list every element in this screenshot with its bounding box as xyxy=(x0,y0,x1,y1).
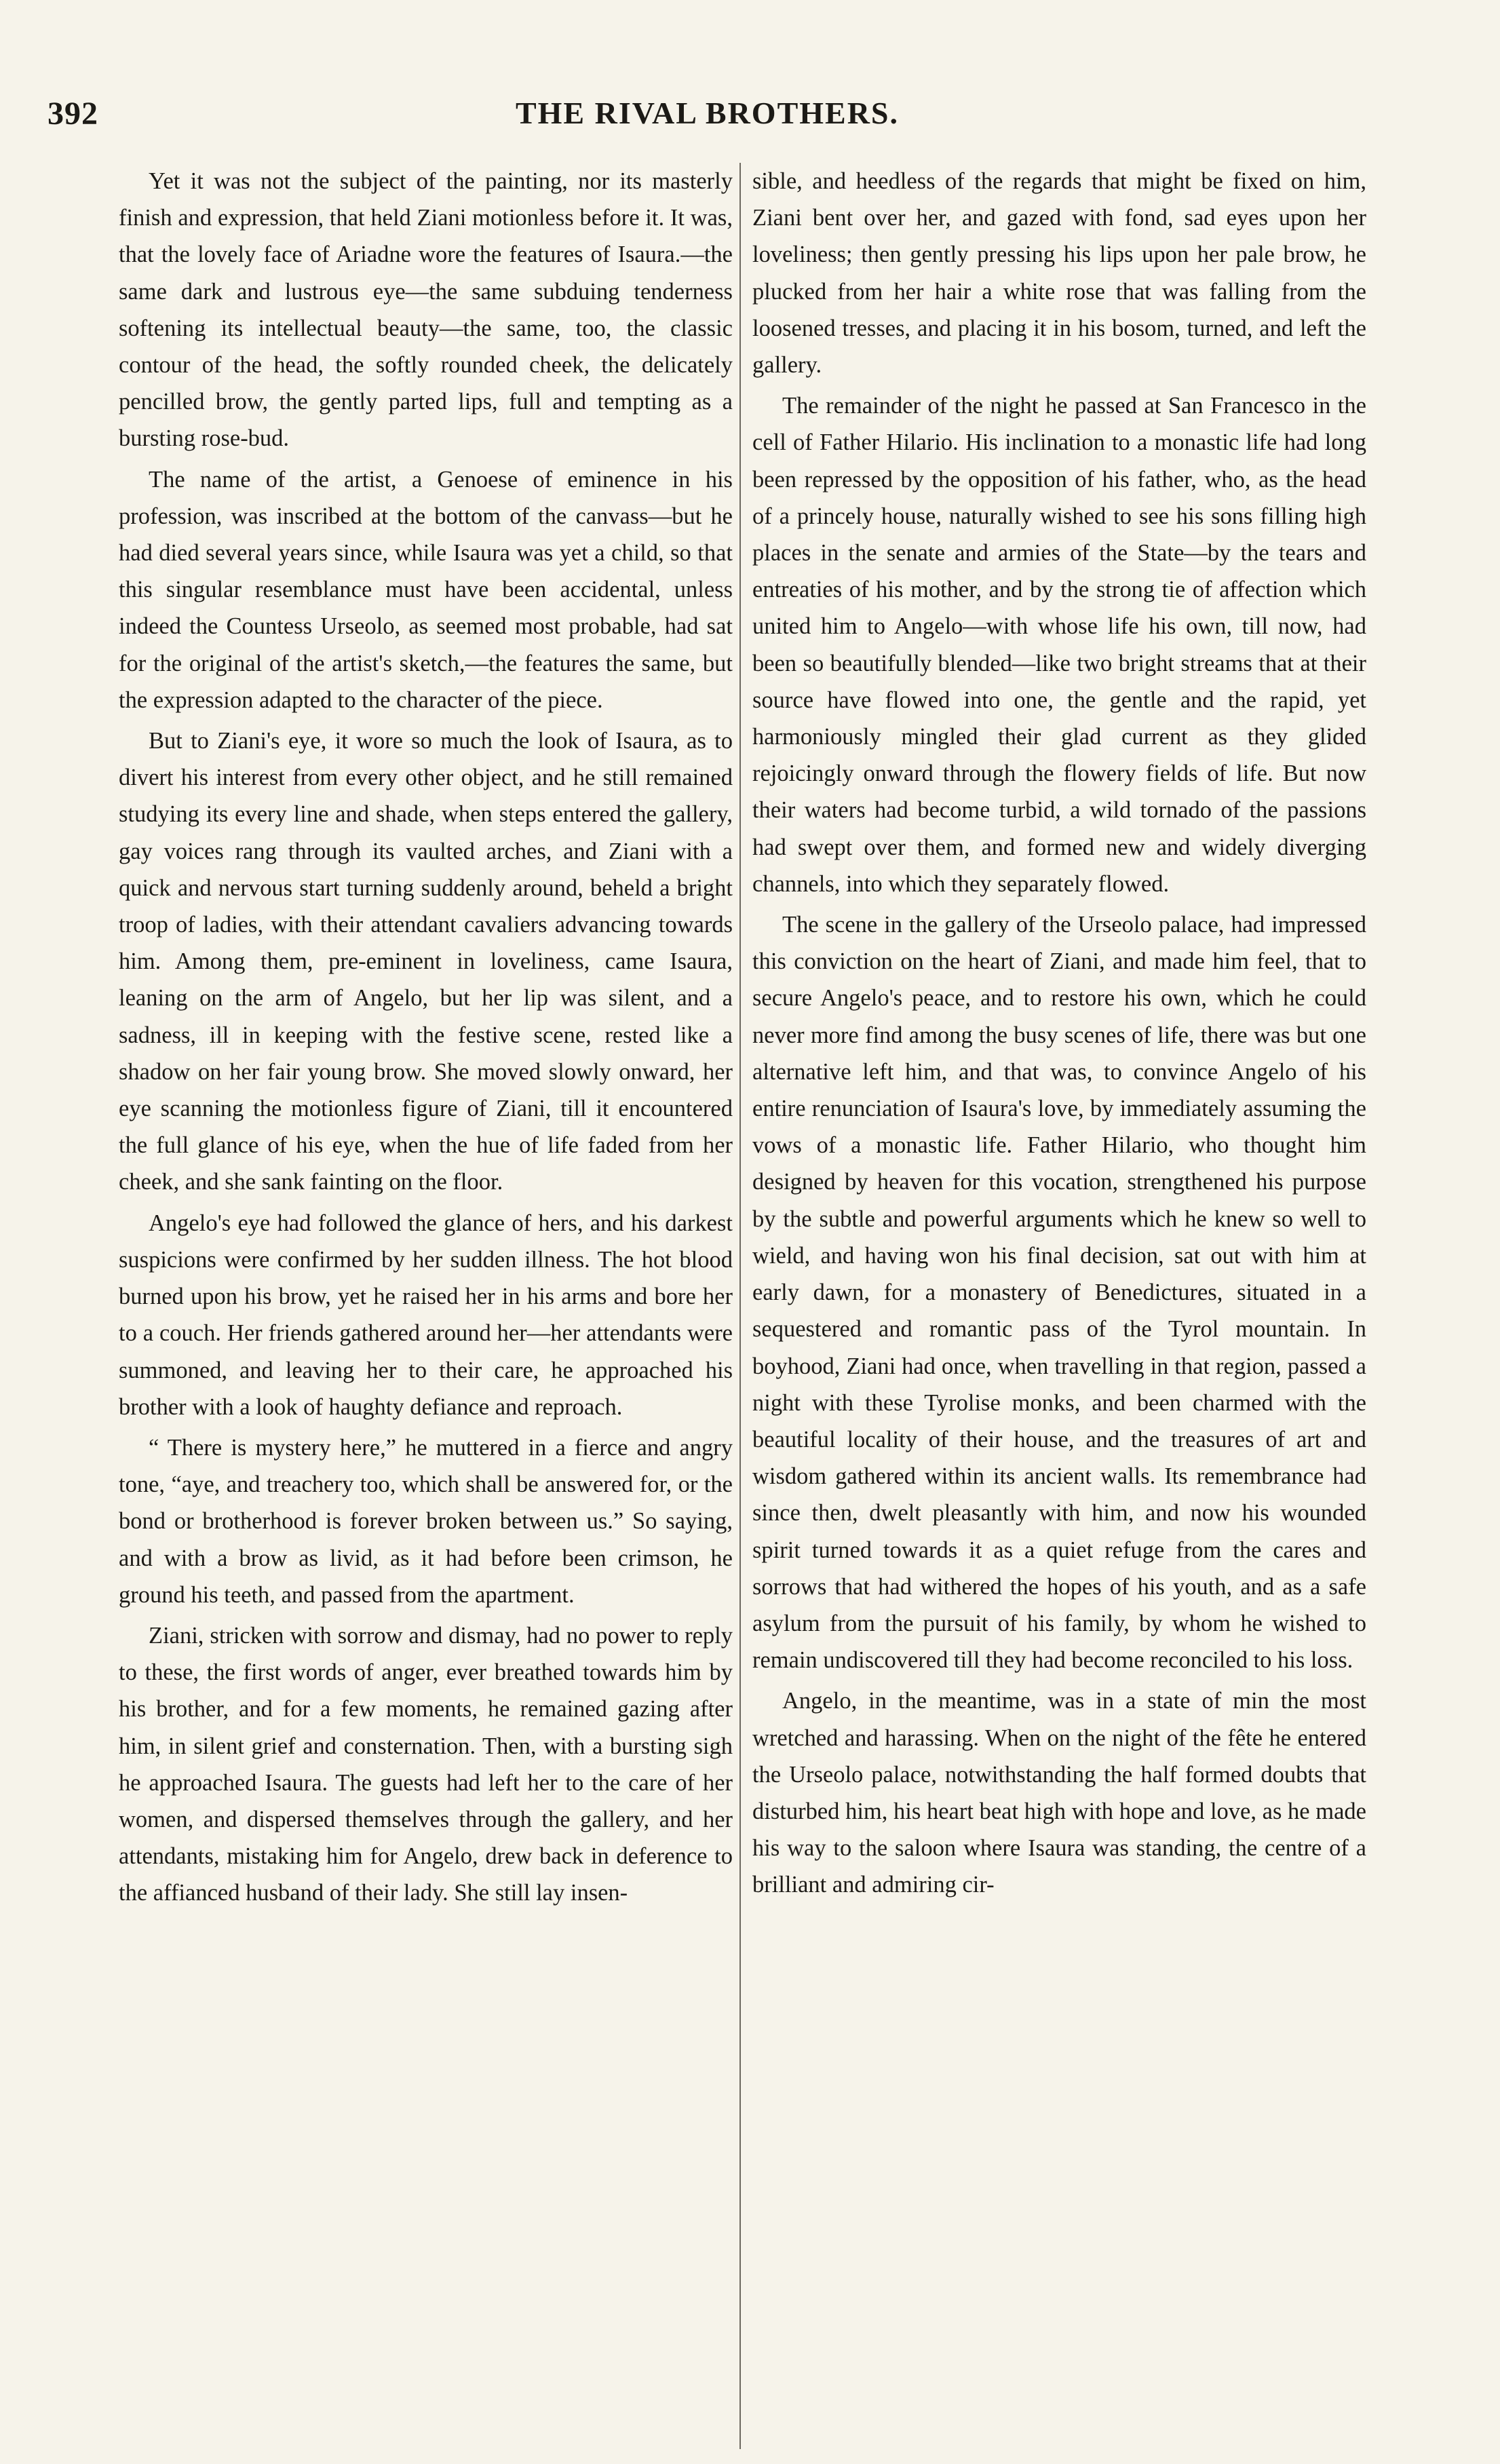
paragraph: The name of the artist, a Genoese of eminence in his profession, was inscribed at the bottom of the canvass—but he had died several years since, while Isaura was yet a child, so that this singular resemblance must have been accidental, unless indeed the Countess Urseolo, as seemed most probable, had sat for the original of the artist's sketch,—the features the same, but the expression adapted to the character of the piece. xyxy=(119,466,733,713)
paragraph: The scene in the gallery of the Urseolo palace, had impressed this conviction on the heart of Ziani, and made him feel, that to secure Angelo's peace, and to restore his own, which he could never more find among the busy scenes of life, there was but one alternative left him, and that was, to convince Angelo of his entire renunciation of Isaura's love, by immediately assuming the vows of a monastic life. Father Hilario, who thought him designed by heaven for this vocation, strengthened his purpose by the subtle and powerful arguments which he knew so well to wield, and having won his final decision, sat out with him at early dawn, for a monastery of Benedictures, situated in a sequestered and romantic pass of the Tyrol mountain. In boyhood, Ziani had once, when travelling in that region, passed a night with these Tyrolise monks, and been charmed with the beautiful locality of their house, and the treasures of art and wisdom gathered within its ancient walls. Its remembrance had since then, dwelt pleasantly with him, and now his wounded spirit turned towards it as a quiet refuge from the cares and sorrows that had withered the hopes of his youth, and as a safe asylum from the pursuit of his family, by whom he wished to remain undiscovered till they had become reconciled to his loss. xyxy=(752,912,1366,1674)
paragraph: Angelo's eye had followed the glance of hers, and his darkest suspicions were confirmed by her sudden illness. The hot blood burned upon his brow, yet he raised her in his arms and bore her to a couch. Her friends gathered around her—her attendants were summoned, and leaving her to their care, he approached his brother with a look of haughty defiance and reproach. xyxy=(119,1210,733,1420)
column-divider xyxy=(739,163,741,2449)
paragraph: Yet it was not the subject of the painting, nor its masterly finish and expression, that held Ziani motionless before it. It was, that the lovely face of Ariadne wore the features of Isaura.—the same dark and lustrous eye—the same subduing tenderness softening its intellectual beauty—the same, too, the classic contour of the head, the softly rounded cheek, the delicately pencilled brow, the gently parted lips, full and tempting as a bursting rose-bud. xyxy=(119,168,733,452)
left-column xyxy=(119,163,733,1912)
paragraph: “ There is mystery here,” he muttered in a fierce and angry tone, “aye, and treachery too, which shall be answered for, or the bond or brotherhood is forever broken between us.” So saying, and with a brow as livid, as it had before been crimson, he ground his teeth, and passed from the apartment. xyxy=(119,1434,733,1608)
right-column xyxy=(752,163,1366,1904)
paragraph: The remainder of the night he passed at San Francesco in the cell of Father Hilario. His inclination to a monastic life had long been repressed by the opposition of his father, who, as the head of a princely house, naturally wished to see his sons filling high places in the senate and armies of the State—by the tears and entreaties of his mother, and by the strong tie of affection which united him to Angelo—with whose life his own, till now, had been so beautifully blended—like two bright streams that at their source have flowed into one, the gentle and the rapid, yet harmoniously mingled their glad current as they glided rejoicingly onward through the flowery fields of life. But now their waters had become turbid, a wild tornado of the passions had swept over them, and formed new and widely diverging channels, into which they separately flowed. xyxy=(752,393,1366,897)
page-header xyxy=(47,95,1367,142)
paragraph-continuation: sible, and heedless of the regards that might be fixed on him, Ziani bent over her, and gazed with fond, sad eyes upon her loveliness; then gently pressing his lips upon her pale brow, he plucked from her hair a white rose that was falling from the loosened tresses, and placing it in his bosom, turned, and left the gallery. xyxy=(752,168,1366,379)
paragraph: Ziani, stricken with sorrow and dismay, had no power to reply to these, the first words of anger, ever breathed towards him by his brother, and for a few moments, he remained gazing after him, in silent grief and consternation. Then, with a bursting sigh he approached Isaura. The guests had left her to the care of her women, and dispersed themselves through the gallery, and her attendants, mistaking him for Angelo, drew back in deference to the affianced husband of their lady. She still lay insen- xyxy=(119,1622,733,1906)
paragraph: Angelo, in the meantime, was in a state of min the most wretched and harassing. When on the night of the fête he entered the Urseolo palace, notwithstanding the half formed doubts that disturbed him, his heart beat high with hope and love, as he made his way to the saloon where Isaura was standing, the centre of a brilliant and admiring cir- xyxy=(752,1688,1366,1898)
paragraph: But to Ziani's eye, it wore so much the look of Isaura, as to divert his interest from every other object, and he still remained studying its every line and shade, when steps entered the gallery, gay voices rang through its vaulted arches, and Ziani with a quick and nervous start turning suddenly around, beheld a bright troop of ladies, with their attendant cavaliers advancing towards him. Among them, pre-eminent in loveliness, came Isaura, leaning on the arm of Angelo, but her lip was silent, and a sadness, ill in keeping with the festive scene, rested like a shadow on her fair young brow. She moved slowly onward, her eye scanning the motionless figure of Ziani, till it encountered the full glance of his eye, when the hue of life faded from her cheek, and she sank fainting on the floor. xyxy=(119,728,733,1195)
running-title: THE RIVAL BROTHERS. xyxy=(515,96,900,130)
page-number: 392 xyxy=(47,96,98,132)
